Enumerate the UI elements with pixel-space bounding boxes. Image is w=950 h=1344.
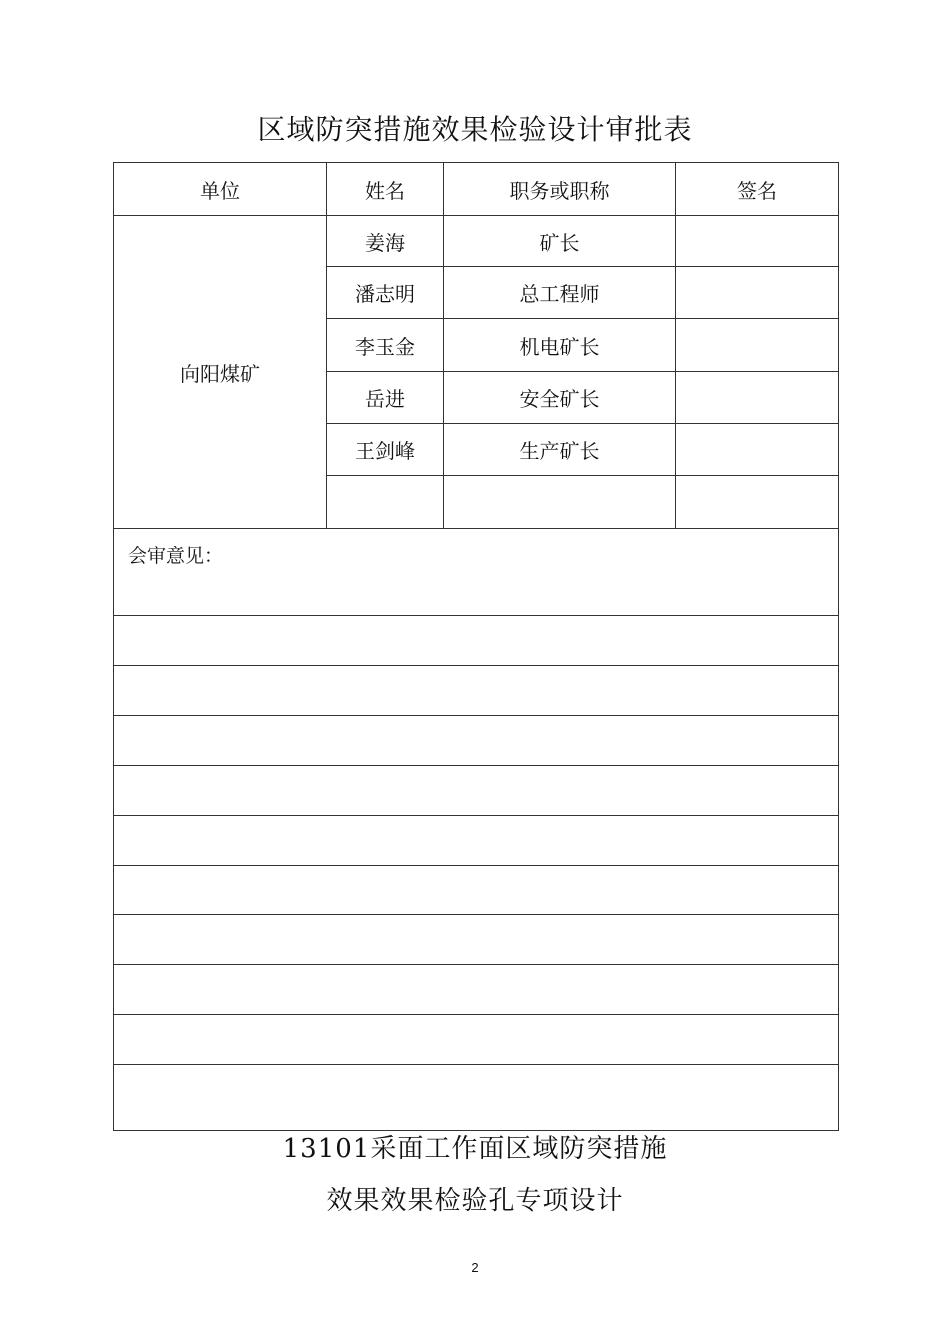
header-unit: 单位	[114, 163, 327, 216]
blank-line-cell[interactable]	[114, 1065, 839, 1131]
name-cell	[327, 476, 444, 529]
header-signature: 签名	[676, 163, 839, 216]
name-cell: 岳进	[327, 372, 444, 424]
signature-cell[interactable]	[676, 319, 839, 372]
position-cell	[444, 476, 676, 529]
position-cell: 总工程师	[444, 267, 676, 319]
opinion-label: 会审意见：	[114, 529, 839, 616]
opinion-row	[114, 529, 839, 616]
opinion-blank-line	[114, 816, 839, 866]
page-number: 2	[471, 1260, 479, 1275]
unit-cell: 向阳煤矿	[114, 216, 327, 529]
table-row	[114, 216, 839, 267]
position-cell: 机电矿长	[444, 319, 676, 372]
signature-cell[interactable]	[676, 424, 839, 476]
blank-line-cell[interactable]	[114, 616, 839, 666]
blank-line-cell[interactable]	[114, 766, 839, 816]
header-name: 姓名	[327, 163, 444, 216]
name-cell: 王剑峰	[327, 424, 444, 476]
position-cell: 矿长	[444, 216, 676, 267]
blank-line-cell[interactable]	[114, 716, 839, 766]
signature-cell[interactable]	[676, 216, 839, 267]
blank-line-cell[interactable]	[114, 1015, 839, 1065]
name-cell: 潘志明	[327, 267, 444, 319]
opinion-blank-line	[114, 915, 839, 965]
blank-line-cell[interactable]	[114, 816, 839, 866]
blank-line-cell[interactable]	[114, 666, 839, 716]
blank-line-cell[interactable]	[114, 965, 839, 1015]
opinion-blank-line	[114, 1065, 839, 1131]
table-header-row	[114, 163, 839, 216]
blank-line-cell[interactable]	[114, 915, 839, 965]
opinion-blank-line	[114, 866, 839, 915]
position-cell: 生产矿长	[444, 424, 676, 476]
signature-cell[interactable]	[676, 476, 839, 529]
opinion-blank-line	[114, 666, 839, 716]
document-title: 区域防突措施效果检验设计审批表	[257, 113, 693, 146]
design-title-line2: 效果效果检验孔专项设计	[326, 1186, 624, 1216]
blank-line-cell[interactable]	[114, 866, 839, 915]
position-cell: 安全矿长	[444, 372, 676, 424]
design-title-line1: 13101采面工作面区域防突措施	[282, 1134, 668, 1164]
opinion-blank-line	[114, 1015, 839, 1065]
opinion-blank-line	[114, 766, 839, 816]
name-cell: 李玉金	[327, 319, 444, 372]
opinion-blank-line	[114, 616, 839, 666]
name-cell: 姜海	[327, 216, 444, 267]
signature-cell[interactable]	[676, 267, 839, 319]
opinion-blank-line	[114, 716, 839, 766]
signature-cell[interactable]	[676, 372, 839, 424]
opinion-blank-line	[114, 965, 839, 1015]
approval-table	[113, 162, 839, 1131]
header-position: 职务或职称	[444, 163, 676, 216]
